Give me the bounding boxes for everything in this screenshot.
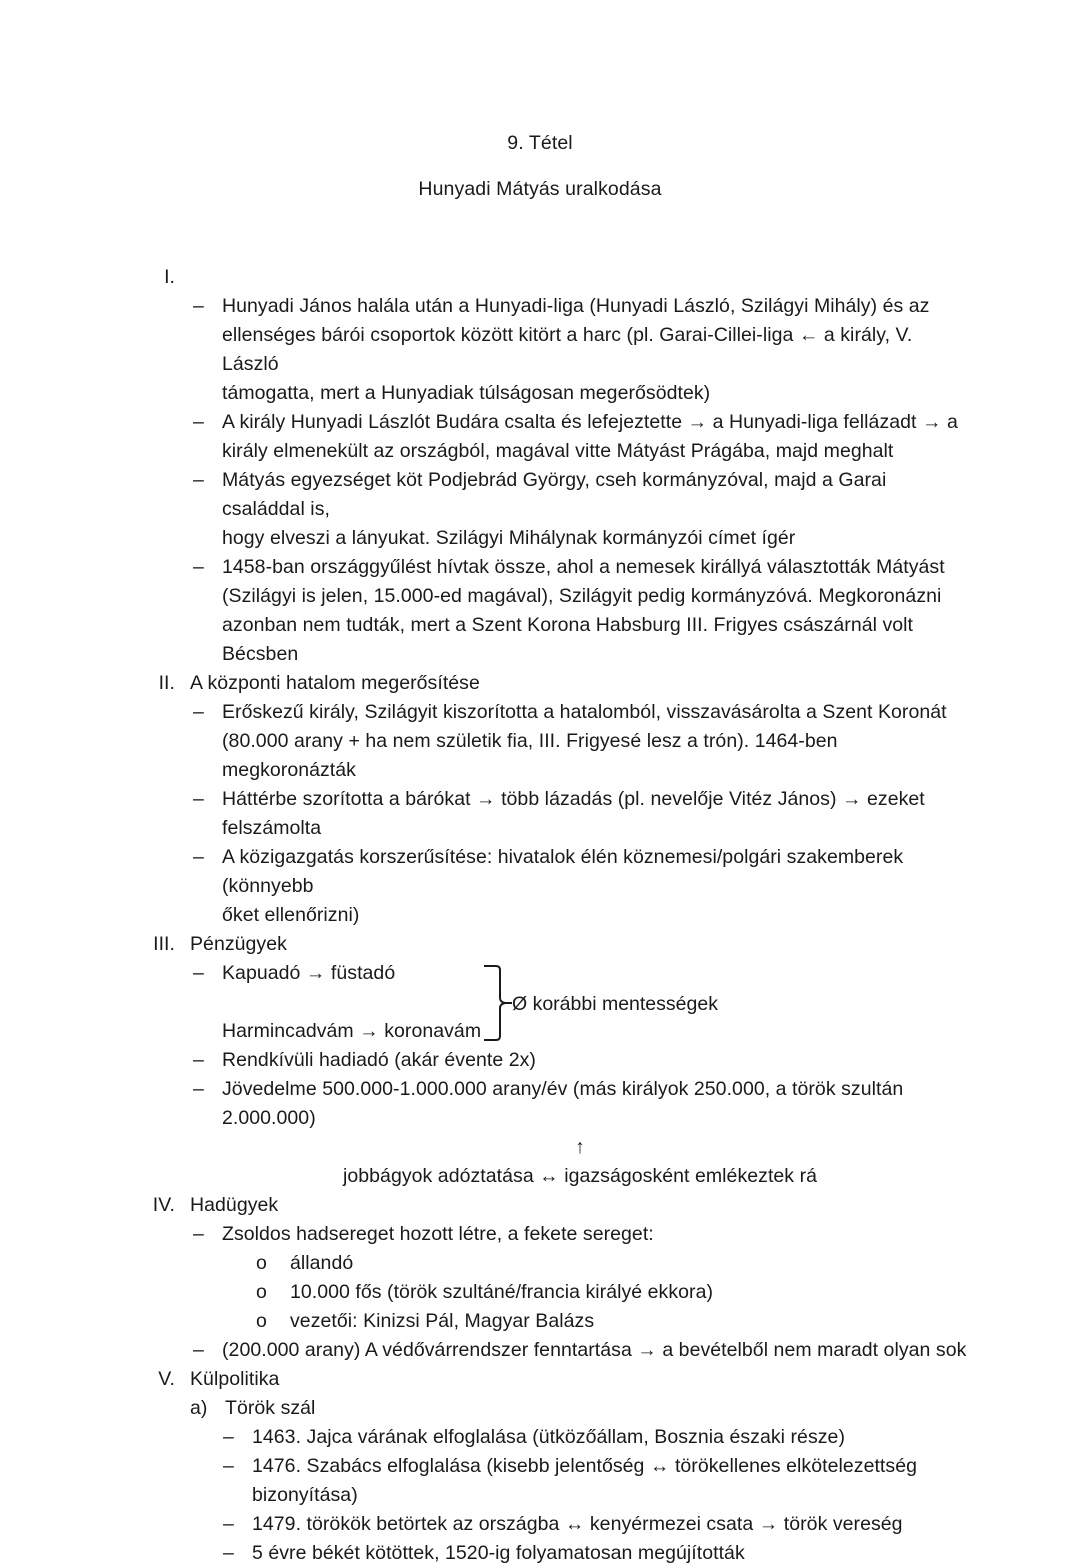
up-arrow-icon: ↑ bbox=[575, 1136, 585, 1158]
dash-bullet-icon: – bbox=[193, 556, 204, 578]
list-item bbox=[0, 553, 1080, 582]
circle-bullet-icon: o bbox=[256, 1310, 267, 1332]
list-item-continuation bbox=[0, 1481, 1080, 1510]
roman-numeral-ii: II. bbox=[158, 672, 175, 694]
list-item-line: 1479. törökök betörtek az országba ↔ kenyérmezei csata → török vereség bbox=[252, 1513, 903, 1535]
roman-numeral-v: V. bbox=[158, 1368, 175, 1390]
roman-numeral-iii: III. bbox=[153, 933, 175, 955]
list-item-line: (80.000 arany + ha nem születik fia, III. Frigyesé lesz a trón). 1464-ben megkoronázták bbox=[222, 730, 838, 781]
dash-bullet-icon: – bbox=[223, 1542, 234, 1564]
dash-bullet-icon: – bbox=[193, 1078, 204, 1100]
dash-bullet-icon: – bbox=[223, 1455, 234, 1477]
list-item-line: támogatta, mert a Hunyadiak túlságosan megerősödtek) bbox=[222, 382, 711, 404]
dash-bullet-icon: – bbox=[193, 1049, 204, 1071]
section-heading-v bbox=[0, 1365, 1080, 1394]
list-item bbox=[0, 292, 1080, 321]
list-item-line: hogy elveszi a lányukat. Szilágyi Mihálynak kormányzói címet ígér bbox=[222, 527, 796, 549]
list-item-line: Harmincadvám → koronavám bbox=[222, 1020, 482, 1042]
list-item bbox=[0, 1423, 1080, 1452]
lettered-list-item bbox=[0, 1394, 1080, 1423]
list-item bbox=[0, 408, 1080, 437]
list-item-line: A közigazgatás korszerűsítése: hivatalok élén köznemesi/polgári szakemberek (könnyebb bbox=[222, 846, 904, 897]
list-item-line: bizonyítása) bbox=[252, 1484, 358, 1506]
list-item-line: 5 évre békét kötöttek, 1520-ig folyamatosan megújították bbox=[252, 1542, 745, 1564]
circle-bullet-icon: o bbox=[256, 1281, 267, 1303]
roman-numeral-i: I. bbox=[164, 266, 175, 288]
list-item-continuation bbox=[0, 582, 1080, 611]
list-item bbox=[0, 1220, 1080, 1249]
list-item-continuation bbox=[0, 437, 1080, 466]
dash-bullet-icon: – bbox=[193, 701, 204, 723]
sub-list-item bbox=[0, 1307, 1080, 1336]
list-item-line: Zsoldos hadsereget hozott létre, a fekete sereget: bbox=[222, 1223, 654, 1245]
section-heading-v-label: Külpolitika bbox=[190, 1368, 280, 1390]
list-item-line: Háttérbe szorította a bárókat → több lázadás (pl. nevelője Vitéz János) → ezeket bbox=[222, 788, 925, 810]
section-heading-iii-label: Pénzügyek bbox=[190, 933, 287, 955]
list-item-line: Erőskezű király, Szilágyit kiszorította a hatalomból, visszavásárolta a Szent Koronát bbox=[222, 701, 947, 723]
list-item bbox=[0, 1075, 1080, 1133]
page-subtitle: Hunyadi Mátyás uralkodása bbox=[418, 178, 662, 200]
section-heading-iii bbox=[0, 930, 1080, 959]
list-item-line: azonban nem tudták, mert a Szent Korona Habsburg III. Frigyes császárnál volt Bécsben bbox=[222, 614, 914, 665]
dash-bullet-icon: – bbox=[193, 295, 204, 317]
section-heading-ii bbox=[0, 669, 1080, 698]
sub-list-item bbox=[0, 1278, 1080, 1307]
list-item-continuation bbox=[0, 321, 1080, 379]
list-item-line: A király Hunyadi Lászlót Budára csalta és lefejeztette → a Hunyadi-liga fellázadt → a bbox=[222, 411, 958, 433]
list-item bbox=[0, 698, 1080, 727]
list-item bbox=[0, 959, 1080, 988]
list-item-continuation bbox=[0, 379, 1080, 408]
dash-bullet-icon: – bbox=[193, 411, 204, 433]
list-item-line: Kapuadó → füstadó bbox=[222, 962, 396, 984]
dash-bullet-icon: – bbox=[193, 962, 204, 984]
dash-bullet-icon: – bbox=[193, 846, 204, 868]
dash-bullet-icon: – bbox=[223, 1513, 234, 1535]
lettered-list-item-label: Török szál bbox=[225, 1397, 316, 1419]
section-heading-iv-label: Hadügyek bbox=[190, 1194, 279, 1216]
sub-list-item-line: vezetői: Kinizsi Pál, Magyar Balázs bbox=[290, 1310, 595, 1332]
section-heading-ii-label: A központi hatalom megerősítése bbox=[190, 672, 480, 694]
list-item-line: Rendkívüli hadiadó (akár évente 2x) bbox=[222, 1049, 536, 1071]
roman-numeral-iv: IV. bbox=[152, 1194, 175, 1216]
dash-bullet-icon: – bbox=[193, 1339, 204, 1361]
list-item-continuation bbox=[0, 1017, 1080, 1046]
list-item-line: Jövedelme 500.000-1.000.000 arany/év (más királyok 250.000, a török szultán 2.000.000) bbox=[222, 1078, 904, 1129]
section-heading-i bbox=[0, 263, 1080, 292]
list-item-line: király elmenekült az országból, magával vitte Mátyást Prágába, majd meghalt bbox=[222, 440, 894, 462]
brace-label: Ø korábbi mentességek bbox=[512, 993, 718, 1015]
sub-list-item-line: 10.000 fős (török szultáné/francia királyé ekkora) bbox=[290, 1281, 714, 1303]
list-item-line: (200.000 arany) A védővárrendszer fenntartása → a bevételből nem maradt olyan sok bbox=[222, 1339, 967, 1361]
list-item-line: 1476. Szabács elfoglalása (kisebb jelentőség ↔ törökellenes elkötelezettség bbox=[252, 1455, 917, 1477]
list-item bbox=[0, 1539, 1080, 1568]
list-item-line: (Szilágyi is jelen, 15.000-ed magával), Szilágyit pedig kormányzóvá. Megkoronázni bbox=[222, 585, 942, 607]
list-item bbox=[0, 1452, 1080, 1481]
list-item-line: ellenséges bárói csoportok között kitört a harc (pl. Garai-Cillei-liga ← a király, V. László bbox=[222, 324, 913, 375]
dash-bullet-icon: – bbox=[193, 1223, 204, 1245]
dash-bullet-icon: – bbox=[223, 1426, 234, 1448]
dash-bullet-icon: – bbox=[193, 469, 204, 491]
list-item bbox=[0, 466, 1080, 524]
list-item-continuation bbox=[0, 727, 1080, 785]
letter-marker-a: a) bbox=[190, 1397, 208, 1419]
list-item-continuation bbox=[0, 814, 1080, 843]
list-item bbox=[0, 785, 1080, 814]
annotation-note bbox=[0, 1162, 1080, 1191]
brace-group bbox=[0, 959, 1080, 1046]
page-title: 9. Tétel bbox=[507, 132, 573, 154]
list-item bbox=[0, 1046, 1080, 1075]
list-item-line: őket ellenőrizni) bbox=[222, 904, 360, 926]
list-item bbox=[0, 843, 1080, 901]
up-arrow-row bbox=[0, 1133, 1080, 1162]
annotation-note-text: jobbágyok adóztatása ↔ igazságosként emlékeztek rá bbox=[342, 1165, 818, 1187]
list-item-continuation bbox=[0, 611, 1080, 669]
list-item bbox=[0, 1510, 1080, 1539]
list-item-line: Hunyadi János halála után a Hunyadi-liga (Hunyadi László, Szilágyi Mihály) és az bbox=[222, 295, 930, 317]
list-item-line: felszámolta bbox=[222, 817, 322, 839]
circle-bullet-icon: o bbox=[256, 1252, 267, 1274]
list-item-continuation bbox=[0, 901, 1080, 930]
list-item-line: Mátyás egyezséget köt Podjebrád György, cseh kormányzóval, majd a Garai családdal is, bbox=[222, 469, 887, 520]
list-item-continuation bbox=[0, 524, 1080, 553]
dash-bullet-icon: – bbox=[193, 788, 204, 810]
list-item-line: 1463. Jajca várának elfoglalása (ütközőállam, Bosznia északi része) bbox=[252, 1426, 845, 1448]
outline-body bbox=[0, 263, 1080, 1568]
section-heading-iv bbox=[0, 1191, 1080, 1220]
list-item bbox=[0, 1336, 1080, 1365]
sub-list-item-line: állandó bbox=[290, 1252, 354, 1274]
sub-list-item bbox=[0, 1249, 1080, 1278]
list-item-line: 1458-ban országgyűlést hívtak össze, ahol a nemesek királlyá választották Mátyást bbox=[222, 556, 945, 578]
